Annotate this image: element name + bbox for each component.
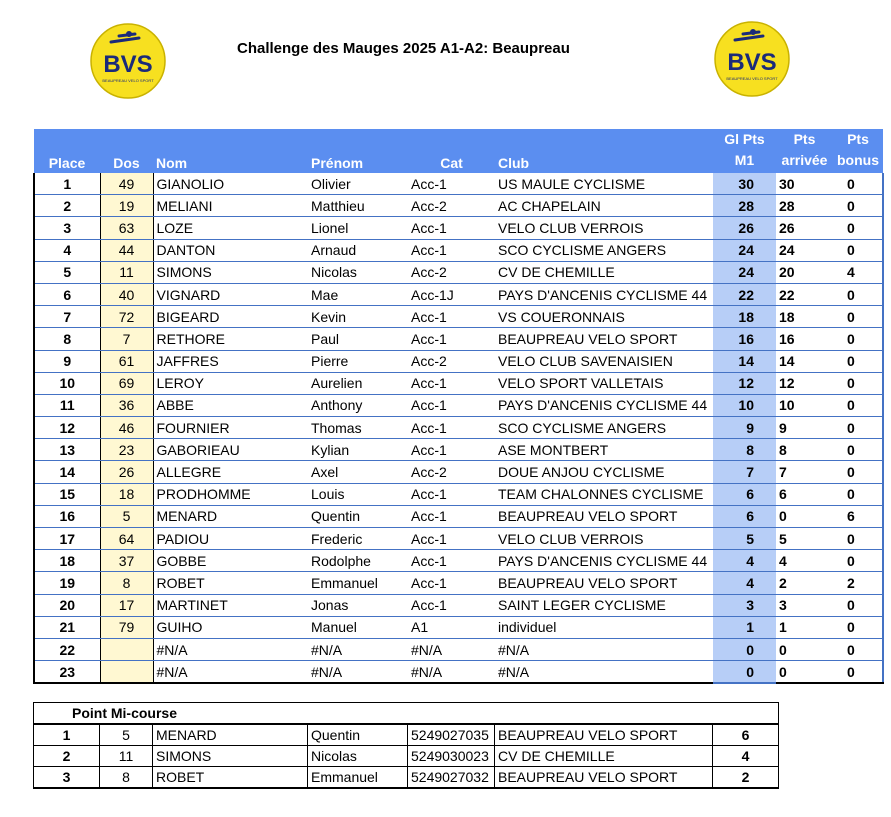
prenom-cell: Kevin [308, 306, 408, 328]
cat-cell: #N/A [408, 661, 495, 684]
dos-cell: 7 [100, 328, 153, 350]
col-pts-arrivee: Pts arrivée [776, 129, 833, 173]
mid-course-row [34, 724, 779, 746]
pts-arrivee-cell: 4 [776, 550, 833, 572]
table-row [34, 616, 883, 638]
place-cell: 20 [34, 594, 100, 616]
place-cell: 6 [34, 283, 100, 305]
place-cell: 15 [34, 483, 100, 505]
dos-cell: 49 [100, 173, 153, 195]
table-row [34, 505, 883, 527]
cat-cell: Acc-1 [408, 572, 495, 594]
club-cell: BEAUPREAU VELO SPORT [495, 328, 713, 350]
club-cell: VELO CLUB VERROIS [495, 217, 713, 239]
dos-cell: 69 [100, 372, 153, 394]
dos-cell: 72 [100, 306, 153, 328]
nom-cell: JAFFRES [153, 350, 308, 372]
prenom-cell: Lionel [308, 217, 408, 239]
cat-cell: Acc-1 [408, 306, 495, 328]
pts-arrivee-cell: 24 [776, 239, 833, 261]
nom-cell: GABORIEAU [153, 439, 308, 461]
pts-bonus-cell: 0 [833, 283, 883, 305]
mid-course-row [34, 767, 779, 789]
place-cell: 5 [34, 261, 100, 283]
place-cell: 1 [34, 173, 100, 195]
pts-arrivee-cell: 10 [776, 394, 833, 416]
dos-cell: 61 [100, 350, 153, 372]
cat-cell: Acc-1 [408, 439, 495, 461]
table-row [34, 439, 883, 461]
cat-cell: Acc-1 [408, 483, 495, 505]
nom-cell: BIGEARD [153, 306, 308, 328]
table-row [34, 283, 883, 305]
dos-cell: 64 [100, 528, 153, 550]
gl-pts-cell: 9 [713, 417, 776, 439]
nom-cell: MELIANI [153, 195, 308, 217]
place-cell: 19 [34, 572, 100, 594]
prenom-cell: Louis [308, 483, 408, 505]
cat-cell: Acc-1 [408, 394, 495, 416]
mid-place-cell: 1 [34, 724, 100, 746]
gl-pts-cell: 4 [713, 550, 776, 572]
club-cell: BEAUPREAU VELO SPORT [495, 505, 713, 527]
nom-cell: LOZE [153, 217, 308, 239]
prenom-cell: Matthieu [308, 195, 408, 217]
table-row [34, 306, 883, 328]
mid-licence-cell: 5249027032 [408, 767, 495, 789]
club-cell: #N/A [495, 638, 713, 660]
prenom-cell: Pierre [308, 350, 408, 372]
gl-pts-cell: 0 [713, 661, 776, 684]
mid-course-table [33, 702, 779, 789]
mid-place-cell: 3 [34, 767, 100, 789]
col-nom: Nom [153, 129, 308, 173]
table-row [34, 350, 883, 372]
pts-arrivee-cell: 20 [776, 261, 833, 283]
gl-pts-cell: 22 [713, 283, 776, 305]
pts-arrivee-cell: 30 [776, 173, 833, 195]
cat-cell: A1 [408, 616, 495, 638]
gl-pts-cell: 3 [713, 594, 776, 616]
gl-pts-cell: 4 [713, 572, 776, 594]
cat-cell: Acc-1 [408, 550, 495, 572]
dos-cell: 36 [100, 394, 153, 416]
dos-cell: 17 [100, 594, 153, 616]
pts-arrivee-cell: 3 [776, 594, 833, 616]
gl-pts-cell: 8 [713, 439, 776, 461]
pts-bonus-cell: 0 [833, 638, 883, 660]
prenom-cell: Thomas [308, 417, 408, 439]
mid-licence-cell: 5249027035 [408, 724, 495, 746]
place-cell: 16 [34, 505, 100, 527]
place-cell: 2 [34, 195, 100, 217]
dos-cell [100, 661, 153, 684]
mid-dos-cell: 5 [100, 724, 153, 746]
col-prenom: Prénom [308, 129, 408, 173]
table-row [34, 572, 883, 594]
table-row [34, 528, 883, 550]
pts-bonus-cell: 0 [833, 661, 883, 684]
pts-bonus-cell: 0 [833, 528, 883, 550]
club-cell: SCO CYCLISME ANGERS [495, 417, 713, 439]
table-row [34, 261, 883, 283]
pts-bonus-cell: 6 [833, 505, 883, 527]
prenom-cell: Quentin [308, 505, 408, 527]
prenom-cell: Axel [308, 461, 408, 483]
dos-cell: 23 [100, 439, 153, 461]
logo-text: BVS [727, 49, 777, 76]
prenom-cell: Frederic [308, 528, 408, 550]
prenom-cell: Aurelien [308, 372, 408, 394]
club-cell: VELO SPORT VALLETAIS [495, 372, 713, 394]
table-row [34, 217, 883, 239]
dos-cell: 18 [100, 483, 153, 505]
mid-points-cell: 4 [713, 746, 779, 767]
pts-arrivee-cell: 16 [776, 328, 833, 350]
nom-cell: DANTON [153, 239, 308, 261]
dos-cell: 63 [100, 217, 153, 239]
mid-club-cell: BEAUPREAU VELO SPORT [495, 724, 713, 746]
dos-cell: 5 [100, 505, 153, 527]
pts-bonus-cell: 0 [833, 173, 883, 195]
place-cell: 18 [34, 550, 100, 572]
cat-cell: Acc-1J [408, 283, 495, 305]
cat-cell: Acc-1 [408, 217, 495, 239]
cat-cell: Acc-1 [408, 417, 495, 439]
gl-pts-cell: 0 [713, 638, 776, 660]
table-row [34, 483, 883, 505]
gl-pts-cell: 7 [713, 461, 776, 483]
dos-cell: 11 [100, 261, 153, 283]
gl-pts-cell: 16 [713, 328, 776, 350]
nom-cell: GOBBE [153, 550, 308, 572]
club-cell: VS COUERONNAIS [495, 306, 713, 328]
cat-cell: Acc-1 [408, 372, 495, 394]
logo-subtext: BEAUPREAU VELO SPORT [102, 78, 154, 83]
pts-arrivee-cell: 7 [776, 461, 833, 483]
club-cell: PAYS D'ANCENIS CYCLISME 44 [495, 550, 713, 572]
cat-cell: Acc-1 [408, 528, 495, 550]
place-cell: 4 [34, 239, 100, 261]
pts-arrivee-cell: 28 [776, 195, 833, 217]
gl-pts-cell: 12 [713, 372, 776, 394]
place-cell: 8 [34, 328, 100, 350]
gl-pts-cell: 10 [713, 394, 776, 416]
table-row [34, 195, 883, 217]
nom-cell: MENARD [153, 505, 308, 527]
club-cell: BEAUPREAU VELO SPORT [495, 572, 713, 594]
cat-cell: Acc-1 [408, 173, 495, 195]
dos-cell: 40 [100, 283, 153, 305]
mid-dos-cell: 8 [100, 767, 153, 789]
table-row [34, 461, 883, 483]
pts-arrivee-cell: 12 [776, 372, 833, 394]
pts-bonus-cell: 0 [833, 328, 883, 350]
gl-pts-cell: 6 [713, 483, 776, 505]
prenom-cell: Anthony [308, 394, 408, 416]
place-cell: 12 [34, 417, 100, 439]
mid-prenom-cell: Emmanuel [308, 767, 408, 789]
table-row [34, 661, 883, 684]
cat-cell: Acc-1 [408, 328, 495, 350]
col-pts-bonus: Pts bonus [833, 129, 883, 173]
gl-pts-cell: 28 [713, 195, 776, 217]
nom-cell: GUIHO [153, 616, 308, 638]
logo-subtext: BEAUPREAU VELO SPORT [726, 76, 778, 81]
place-cell: 11 [34, 394, 100, 416]
gl-pts-cell: 24 [713, 239, 776, 261]
pts-arrivee-cell: 18 [776, 306, 833, 328]
club-cell: AC CHAPELAIN [495, 195, 713, 217]
pts-bonus-cell: 0 [833, 306, 883, 328]
place-cell: 9 [34, 350, 100, 372]
pts-bonus-cell: 0 [833, 239, 883, 261]
prenom-cell: Rodolphe [308, 550, 408, 572]
pts-arrivee-cell: 26 [776, 217, 833, 239]
dos-cell: 8 [100, 572, 153, 594]
table-row [34, 173, 883, 195]
mid-dos-cell: 11 [100, 746, 153, 767]
pts-bonus-cell: 0 [833, 550, 883, 572]
dos-cell: 79 [100, 616, 153, 638]
club-cell: VELO CLUB VERROIS [495, 528, 713, 550]
prenom-cell: Mae [308, 283, 408, 305]
pts-bonus-cell: 2 [833, 572, 883, 594]
prenom-cell: Olivier [308, 173, 408, 195]
bvs-logo-right [713, 20, 791, 98]
pts-bonus-cell: 4 [833, 261, 883, 283]
col-club: Club [495, 129, 713, 173]
dos-cell: 26 [100, 461, 153, 483]
cat-cell: Acc-2 [408, 350, 495, 372]
pts-bonus-cell: 0 [833, 439, 883, 461]
mid-nom-cell: SIMONS [153, 746, 308, 767]
header-row [34, 129, 883, 173]
mid-licence-cell: 5249030023 [408, 746, 495, 767]
prenom-cell: Arnaud [308, 239, 408, 261]
table-row [34, 594, 883, 616]
mid-club-cell: CV DE CHEMILLE [495, 746, 713, 767]
gl-pts-cell: 24 [713, 261, 776, 283]
club-cell: PAYS D'ANCENIS CYCLISME 44 [495, 283, 713, 305]
place-cell: 10 [34, 372, 100, 394]
gl-pts-cell: 5 [713, 528, 776, 550]
club-cell: US MAULE CYCLISME [495, 173, 713, 195]
club-cell: TEAM CHALONNES CYCLISME [495, 483, 713, 505]
cat-cell: #N/A [408, 638, 495, 660]
club-cell: CV DE CHEMILLE [495, 261, 713, 283]
prenom-cell: Nicolas [308, 261, 408, 283]
nom-cell: LEROY [153, 372, 308, 394]
pts-bonus-cell: 0 [833, 217, 883, 239]
prenom-cell: Emmanuel [308, 572, 408, 594]
cat-cell: Acc-1 [408, 594, 495, 616]
table-row [34, 372, 883, 394]
table-row [34, 638, 883, 660]
prenom-cell: Manuel [308, 616, 408, 638]
club-cell: PAYS D'ANCENIS CYCLISME 44 [495, 394, 713, 416]
prenom-cell: #N/A [308, 638, 408, 660]
mid-nom-cell: MENARD [153, 724, 308, 746]
place-cell: 17 [34, 528, 100, 550]
table-row [34, 328, 883, 350]
bvs-logo-left [89, 22, 167, 100]
nom-cell: SIMONS [153, 261, 308, 283]
nom-cell: PRODHOMME [153, 483, 308, 505]
col-gl-pts: Gl Pts M1 [713, 129, 776, 173]
place-cell: 21 [34, 616, 100, 638]
nom-cell: RETHORE [153, 328, 308, 350]
nom-cell: PADIOU [153, 528, 308, 550]
nom-cell: #N/A [153, 661, 308, 684]
club-cell: VELO CLUB SAVENAISIEN [495, 350, 713, 372]
mid-club-cell: BEAUPREAU VELO SPORT [495, 767, 713, 789]
gl-pts-cell: 30 [713, 173, 776, 195]
pts-bonus-cell: 0 [833, 350, 883, 372]
mid-prenom-cell: Nicolas [308, 746, 408, 767]
mid-points-cell: 6 [713, 724, 779, 746]
dos-cell: 44 [100, 239, 153, 261]
pts-arrivee-cell: 22 [776, 283, 833, 305]
club-cell: SCO CYCLISME ANGERS [495, 239, 713, 261]
pts-arrivee-cell: 1 [776, 616, 833, 638]
nom-cell: MARTINET [153, 594, 308, 616]
gl-pts-cell: 26 [713, 217, 776, 239]
pts-arrivee-cell: 5 [776, 528, 833, 550]
table-row [34, 417, 883, 439]
place-cell: 13 [34, 439, 100, 461]
place-cell: 14 [34, 461, 100, 483]
prenom-cell: Jonas [308, 594, 408, 616]
results-table [33, 129, 884, 684]
gl-pts-cell: 6 [713, 505, 776, 527]
pts-arrivee-cell: 9 [776, 417, 833, 439]
gl-pts-cell: 1 [713, 616, 776, 638]
nom-cell: VIGNARD [153, 283, 308, 305]
mid-points-cell: 2 [713, 767, 779, 789]
table-row [34, 550, 883, 572]
nom-cell: ABBE [153, 394, 308, 416]
pts-bonus-cell: 0 [833, 616, 883, 638]
mid-course-row [34, 746, 779, 767]
table-row [34, 239, 883, 261]
pts-arrivee-cell: 6 [776, 483, 833, 505]
cat-cell: Acc-2 [408, 195, 495, 217]
pts-arrivee-cell: 8 [776, 439, 833, 461]
pts-arrivee-cell: 0 [776, 505, 833, 527]
pts-bonus-cell: 0 [833, 372, 883, 394]
pts-bonus-cell: 0 [833, 195, 883, 217]
pts-bonus-cell: 0 [833, 483, 883, 505]
mid-nom-cell: ROBET [153, 767, 308, 789]
prenom-cell: Paul [308, 328, 408, 350]
col-place: Place [34, 129, 100, 173]
pts-arrivee-cell: 0 [776, 638, 833, 660]
mid-course-title: Point Mi-course [34, 703, 779, 725]
gl-pts-cell: 14 [713, 350, 776, 372]
club-cell: SAINT LEGER CYCLISME [495, 594, 713, 616]
pts-bonus-cell: 0 [833, 417, 883, 439]
table-row [34, 394, 883, 416]
nom-cell: #N/A [153, 638, 308, 660]
page-title: Challenge des Mauges 2025 A1-A2: Beaupreau [237, 40, 570, 57]
cat-cell: Acc-2 [408, 261, 495, 283]
club-cell: individuel [495, 616, 713, 638]
mid-place-cell: 2 [34, 746, 100, 767]
dos-cell: 19 [100, 195, 153, 217]
place-cell: 7 [34, 306, 100, 328]
pts-bonus-cell: 0 [833, 461, 883, 483]
nom-cell: GIANOLIO [153, 173, 308, 195]
cat-cell: Acc-2 [408, 461, 495, 483]
pts-bonus-cell: 0 [833, 394, 883, 416]
club-cell: DOUE ANJOU CYCLISME [495, 461, 713, 483]
cat-cell: Acc-1 [408, 239, 495, 261]
logo-text: BVS [103, 51, 153, 78]
col-cat: Cat [408, 129, 495, 173]
club-cell: ASE MONTBERT [495, 439, 713, 461]
place-cell: 22 [34, 638, 100, 660]
nom-cell: FOURNIER [153, 417, 308, 439]
mid-prenom-cell: Quentin [308, 724, 408, 746]
pts-bonus-cell: 0 [833, 594, 883, 616]
col-dos: Dos [100, 129, 153, 173]
prenom-cell: Kylian [308, 439, 408, 461]
nom-cell: ALLEGRE [153, 461, 308, 483]
gl-pts-cell: 18 [713, 306, 776, 328]
prenom-cell: #N/A [308, 661, 408, 684]
place-cell: 23 [34, 661, 100, 684]
place-cell: 3 [34, 217, 100, 239]
pts-arrivee-cell: 2 [776, 572, 833, 594]
pts-arrivee-cell: 0 [776, 661, 833, 684]
dos-cell: 46 [100, 417, 153, 439]
dos-cell: 37 [100, 550, 153, 572]
dos-cell [100, 638, 153, 660]
nom-cell: ROBET [153, 572, 308, 594]
cat-cell: Acc-1 [408, 505, 495, 527]
club-cell: #N/A [495, 661, 713, 684]
pts-arrivee-cell: 14 [776, 350, 833, 372]
